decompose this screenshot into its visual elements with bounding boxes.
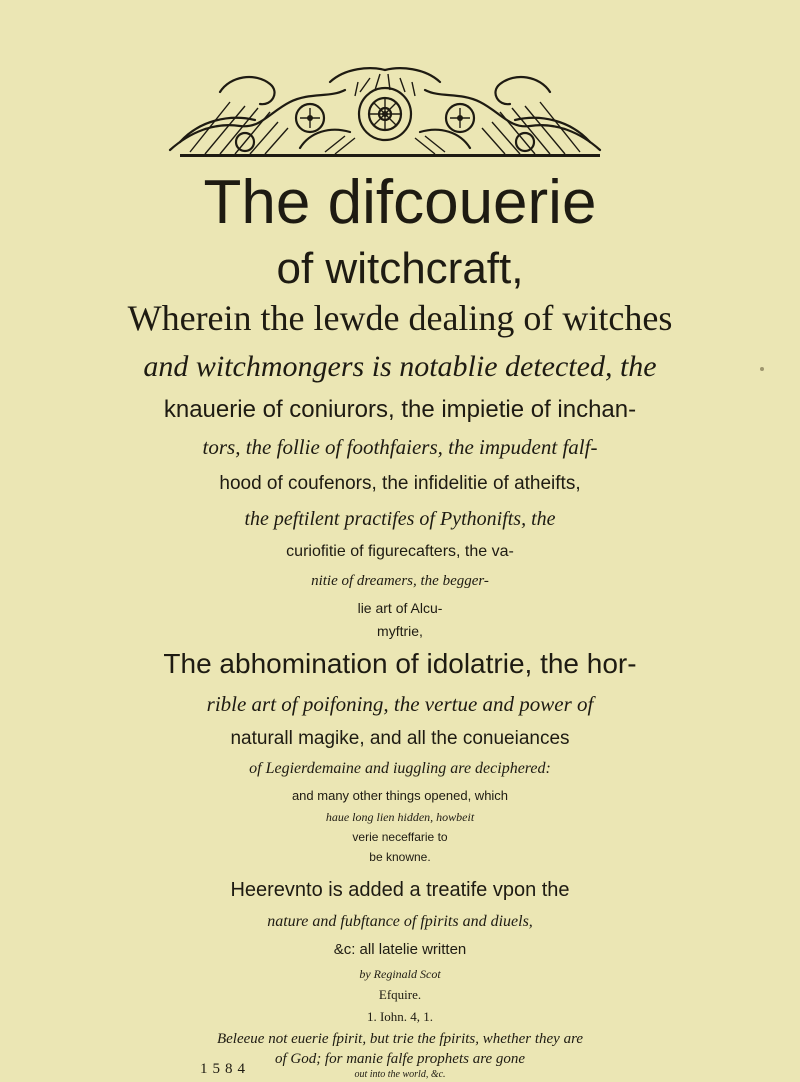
- publication-year: 1584: [200, 1061, 250, 1077]
- title-line-1: Wherein the lewde dealing of witches: [127, 298, 673, 338]
- title-line-18: be knowne.: [369, 850, 431, 864]
- title-line-11: The abhomination of idolatrie, the hor-: [163, 648, 637, 679]
- title-line-15: and many other things opened, which: [291, 788, 509, 803]
- title-line-14: of Legierdemaine and iuggling are deciphered:: [249, 760, 551, 777]
- title-line-4: tors, the follie of foothfaiers, the impudent falf-: [202, 435, 598, 459]
- title-line-20: nature and fubftance of fpirits and diuels,: [267, 913, 533, 930]
- title-line-8: nitie of dreamers, the begger-: [311, 573, 489, 589]
- scripture-quote-3: out into the world, &c.: [354, 1069, 446, 1080]
- book-title: The difcouerie: [203, 168, 597, 237]
- scripture-reference: 1. Iohn. 4, 1.: [366, 1009, 434, 1024]
- title-line-19: Heerevnto is added a treatife vpon the: [230, 879, 570, 901]
- book-subtitle: of witchcraft,: [276, 244, 524, 293]
- scripture-quote-2: of God; for manie falfe prophets are gone: [274, 1051, 526, 1067]
- ink-speck: [760, 367, 764, 371]
- title-line-17: verie neceffarie to: [352, 830, 448, 844]
- author-rank: Efquire.: [378, 987, 422, 1002]
- scripture-quote-1: Beleeue not euerie fpirit, but trie the fpirits, whether they are: [216, 1031, 584, 1047]
- title-line-16: haue long lien hidden, howbeit: [325, 810, 475, 824]
- title-line-5: hood of coufenors, the infidelitie of atheifts,: [219, 473, 581, 494]
- title-line-3: knauerie of coniurors, the impietie of inchan-: [163, 396, 637, 423]
- title-line-7: curiofitie of figurecafters, the va-: [286, 543, 514, 560]
- title-line-2: and witchmongers is notablie detected, the: [143, 350, 657, 383]
- author-line: by Reginald Scot: [359, 967, 441, 981]
- title-line-21: &c: all latelie written: [333, 941, 467, 958]
- title-line-13: naturall magike, and all the conueiances: [230, 728, 570, 749]
- ornament-headpiece-icon: [160, 62, 610, 158]
- title-line-9: lie art of Alcu-: [357, 600, 443, 616]
- title-line-6: the peftilent practifes of Pythonifts, the: [244, 508, 556, 530]
- title-line-12: rible art of poifoning, the vertue and power of: [206, 692, 594, 716]
- title-line-10: myftrie,: [377, 623, 423, 639]
